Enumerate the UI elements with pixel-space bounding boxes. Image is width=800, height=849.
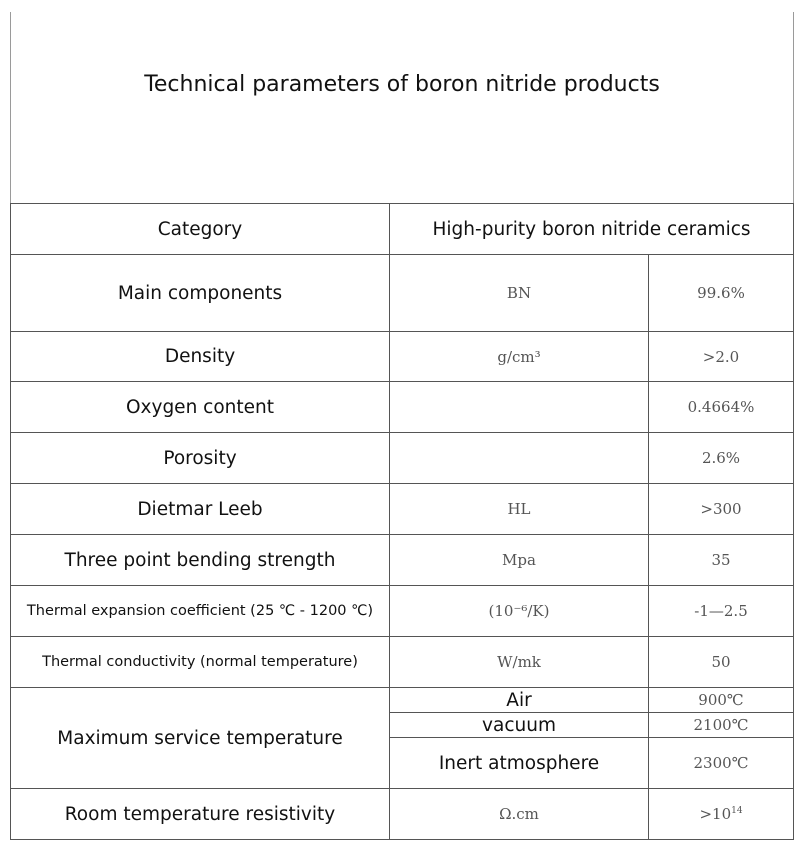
resistivity-exponent: 14 xyxy=(731,806,743,816)
document-title: Technical parameters of boron nitride products xyxy=(144,72,660,97)
row-unit xyxy=(390,433,649,484)
parameters-table xyxy=(10,203,794,840)
table-row xyxy=(11,382,794,433)
table-row xyxy=(11,637,794,688)
condition-value: 2300℃ xyxy=(649,738,794,789)
resistivity-row xyxy=(11,789,794,840)
condition-label: Air xyxy=(390,688,649,713)
resistivity-unit: Ω.cm xyxy=(390,789,649,840)
row-unit: Mpa xyxy=(390,535,649,586)
row-value: -1—2.5 xyxy=(649,586,794,637)
row-value: >300 xyxy=(649,484,794,535)
table-row xyxy=(11,586,794,637)
row-value: 35 xyxy=(649,535,794,586)
row-unit xyxy=(390,382,649,433)
condition-label: vacuum xyxy=(390,713,649,738)
row-unit: W/mk xyxy=(390,637,649,688)
header-product: High-purity boron nitride ceramics xyxy=(390,204,794,255)
row-label: Thermal expansion coefficient (25 ℃ - 1200 ℃) xyxy=(11,586,390,637)
row-unit: (10⁻⁶/K) xyxy=(390,586,649,637)
header-row xyxy=(11,204,794,255)
row-label: Three point bending strength xyxy=(11,535,390,586)
row-label: Density xyxy=(11,332,390,382)
row-value: >2.0 xyxy=(649,332,794,382)
table-row xyxy=(11,433,794,484)
row-value: 2.6% xyxy=(649,433,794,484)
row-label: Porosity xyxy=(11,433,390,484)
row-label: Dietmar Leeb xyxy=(11,484,390,535)
condition-value: 2100℃ xyxy=(649,713,794,738)
table-row xyxy=(11,484,794,535)
max-temp-row xyxy=(11,688,794,713)
row-unit: HL xyxy=(390,484,649,535)
row-value: 50 xyxy=(649,637,794,688)
resistivity-value xyxy=(649,789,794,840)
table-row xyxy=(11,255,794,332)
max-temp-label: Maximum service temperature xyxy=(11,688,390,789)
header-category: Category xyxy=(11,204,390,255)
row-value: 0.4664% xyxy=(649,382,794,433)
resistivity-label: Room temperature resistivity xyxy=(11,789,390,840)
row-label: Main components xyxy=(11,255,390,332)
row-unit: BN xyxy=(390,255,649,332)
resistivity-base: >10 xyxy=(699,805,732,823)
row-unit: g/cm³ xyxy=(390,332,649,382)
condition-value: 900℃ xyxy=(649,688,794,713)
row-value: 99.6% xyxy=(649,255,794,332)
title-box xyxy=(10,12,794,203)
row-label: Thermal conductivity (normal temperature) xyxy=(11,637,390,688)
row-label: Oxygen content xyxy=(11,382,390,433)
condition-label: Inert atmosphere xyxy=(390,738,649,789)
table-row xyxy=(11,535,794,586)
table-row xyxy=(11,332,794,382)
